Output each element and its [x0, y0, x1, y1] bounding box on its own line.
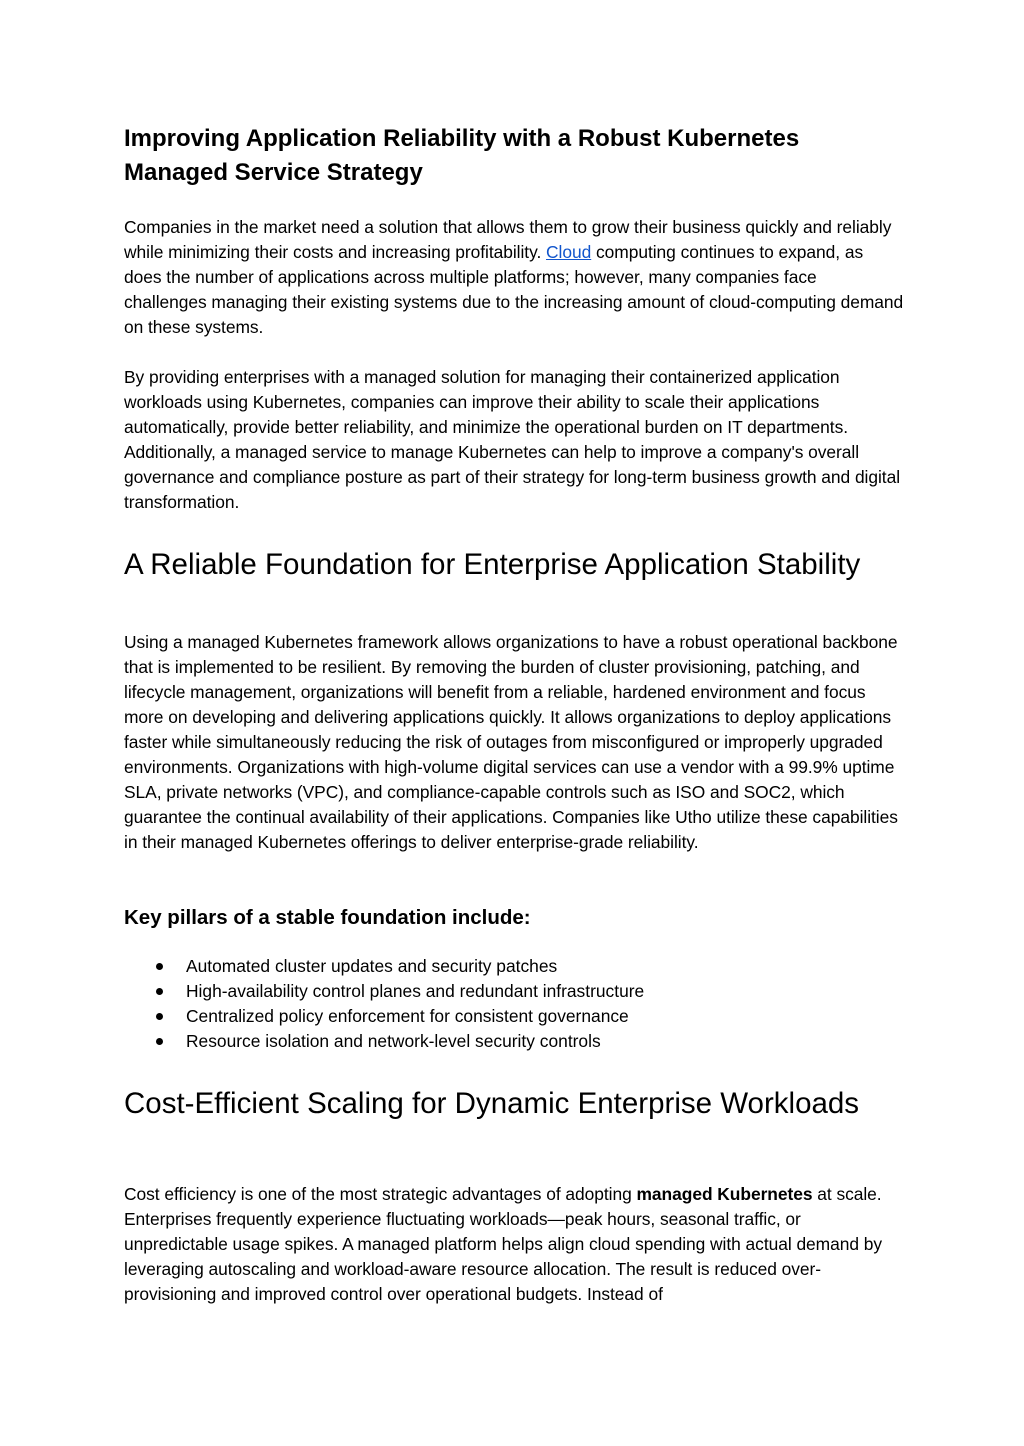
key-pillars-list: [124, 954, 904, 1054]
bullet-icon: [156, 988, 163, 995]
bold-term-managed-kubernetes: managed Kubernetes: [636, 1184, 813, 1204]
list-item-text: Centralized policy enforcement for consistent governance: [186, 1006, 629, 1026]
list-item-text: Automated cluster updates and security patches: [186, 956, 558, 976]
list-item-text: Resource isolation and network-level security controls: [186, 1031, 601, 1051]
bullet-icon: [156, 963, 163, 970]
list-item: [124, 979, 904, 1004]
cost-text-before-bold: Cost efficiency is one of the most strategic advantages of adopting: [124, 1184, 637, 1204]
cloud-link[interactable]: Cloud: [546, 242, 592, 262]
intro-text-before-link: Companies in the market need a solution that allows them to grow their business quickly and reliably while minimizing their costs and increasing profitability.: [124, 217, 892, 262]
cost-text-after-bold: at scale. Enterprises frequently experience fluctuating workloads—peak hours, seasonal traffic, or unpredictable usage spikes. A managed platform helps align cloud spending with actual demand by leveraging autoscaling and workload-aware resource allocation. The result is reduced over-provisioning and improved control over operational budgets. Instead of: [124, 1184, 883, 1304]
list-item: [124, 1029, 904, 1054]
bullet-icon: [156, 1038, 163, 1045]
document-title: Improving Application Reliability with a Robust Kubernetes Managed Service Strategy: [124, 125, 800, 186]
section-heading-cost-efficient-scaling: Cost-Efficient Scaling for Dynamic Enterprise Workloads: [124, 1087, 860, 1120]
list-item-text: High-availability control planes and redundant infrastructure: [186, 981, 645, 1001]
bullet-icon: [156, 1013, 163, 1020]
intro-paragraph-1: [124, 215, 904, 340]
subheading-key-pillars: Key pillars of a stable foundation include:: [124, 906, 531, 929]
section-paragraph-reliable-foundation: Using a managed Kubernetes framework allows organizations to have a robust operational backbone that is implemented to be resilient. By removing the burden of cluster provisioning, patching, and lifecycle management, organizations will benefit from a reliable, hardened environment and focus more on developing and delivering applications quickly. It allows organizations to deploy applications faster while simultaneously reducing the risk of outages from misconfigured or improperly upgraded environments. Organizations with high-volume digital services can use a vendor with a 99.9% uptime SLA, private networks (VPC), and compliance-capable controls such as ISO and SOC2, which guarantee the continual availability of their applications. Companies like Utho utilize these capabilities in their managed Kubernetes offerings to deliver enterprise-grade reliability.: [124, 632, 898, 852]
intro-text-after-link: computing continues to expand, as does the number of applications across multiple platforms; however, many companies face challenges managing their existing systems due to the increasing amount of cloud-computing demand on these systems.: [124, 242, 904, 337]
section-paragraph-cost-efficient-scaling: [124, 1182, 904, 1307]
list-item: [124, 1004, 904, 1029]
intro-paragraph-2: By providing enterprises with a managed solution for managing their containerized application workloads using Kubernetes, companies can improve their ability to scale their applications automatically, provide better reliability, and minimize the operational burden on IT departments. Additionally, a managed service to manage Kubernetes can help to improve a company's overall governance and compliance posture as part of their strategy for long-term business growth and digital transformation.: [124, 367, 901, 512]
section-heading-reliable-foundation: A Reliable Foundation for Enterprise Application Stability: [124, 548, 861, 581]
list-item: [124, 954, 904, 979]
